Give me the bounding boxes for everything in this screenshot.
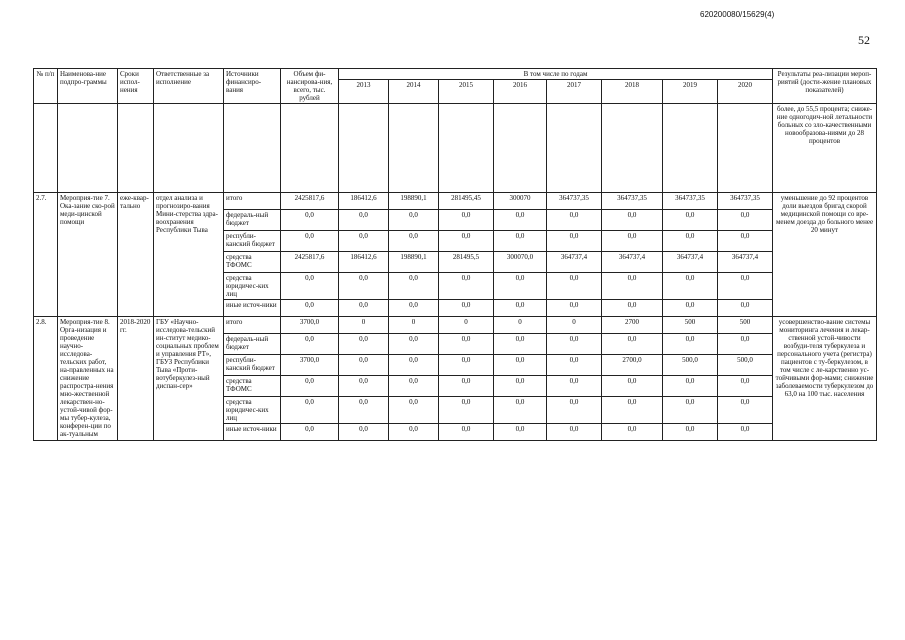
funding-year-value: 2700	[602, 317, 663, 334]
funding-year-value: 0,0	[602, 273, 663, 300]
funding-year-value: 0,0	[547, 397, 602, 424]
funding-year-value: 0,0	[547, 424, 602, 441]
col-header-name: Наименова-ние подпро-граммы	[58, 69, 118, 104]
table-header-row	[34, 69, 877, 80]
funding-total: 0,0	[281, 424, 339, 441]
col-header-year: 2015	[439, 80, 494, 104]
funding-year-value: 500	[718, 317, 773, 334]
funding-year-value: 0,0	[718, 210, 773, 231]
funding-year-value: 0,0	[389, 397, 439, 424]
col-header-volume: Объем фи-нансирова-ния, всего, тыс. рублей	[281, 69, 339, 104]
funding-year-value: 0,0	[547, 300, 602, 317]
funding-total: 0,0	[281, 273, 339, 300]
funding-year-value: 0,0	[494, 424, 547, 441]
funding-year-value: 0,0	[718, 300, 773, 317]
funding-year-value: 0,0	[494, 300, 547, 317]
col-header-year: 2018	[602, 80, 663, 104]
funding-year-value: 0,0	[663, 231, 718, 252]
funding-source: иные источ-ники	[224, 300, 281, 317]
funding-year-value: 0,0	[663, 210, 718, 231]
funding-year-value: 0	[439, 317, 494, 334]
table-row	[34, 317, 877, 334]
funding-year-value: 0,0	[547, 273, 602, 300]
col-header-no: № п/п	[34, 69, 58, 104]
col-header-year: 2016	[494, 80, 547, 104]
col-header-years-group: В том числе по годам	[339, 69, 773, 80]
funding-year-value: 0,0	[389, 355, 439, 376]
funding-source: федераль-ный бюджет	[224, 210, 281, 231]
funding-year-value: 300070	[494, 193, 547, 210]
funding-year-value: 364737,35	[718, 193, 773, 210]
funding-year-value: 500	[663, 317, 718, 334]
funding-year-value: 0,0	[339, 210, 389, 231]
col-header-year: 2017	[547, 80, 602, 104]
funding-year-value: 500,0	[718, 355, 773, 376]
measure-term: 2018-2020 гг.	[118, 317, 154, 441]
funding-total: 0,0	[281, 397, 339, 424]
funding-year-value: 0,0	[439, 273, 494, 300]
measure-2-7	[34, 193, 877, 317]
funding-total: 2425817,6	[281, 252, 339, 273]
funding-year-value: 0,0	[339, 397, 389, 424]
funding-source: средства юридичес-ких лиц	[224, 273, 281, 300]
funding-total: 0,0	[281, 334, 339, 355]
funding-year-value: 0,0	[602, 397, 663, 424]
funding-year-value: 0,0	[602, 424, 663, 441]
funding-year-value: 0	[339, 317, 389, 334]
funding-year-value: 198890,1	[389, 193, 439, 210]
funding-year-value: 0,0	[389, 376, 439, 397]
funding-year-value: 0,0	[663, 273, 718, 300]
funding-year-value: 0,0	[494, 273, 547, 300]
measure-term: еже-квар-тально	[118, 193, 154, 317]
measure-result: уменьшение до 92 процентов доли выездов бригад скорой медицинской помощи со вре-менем доезда до больного менее 20 минут	[773, 193, 877, 317]
measure-result: усовершенство-вание системы мониторинга лечения и лекар-ственной устой-чивости возбуди-теля туберкулеза и персонального учета (регистра) пациентов с ту-беркулезом, в том числе с ле-карственно ус-тойчивыми фор-мами; снижение заболеваемости туберкулезом до 63,0 на 100 тыс. населения	[773, 317, 877, 441]
funding-year-value: 0	[547, 317, 602, 334]
funding-year-value: 186412,6	[339, 252, 389, 273]
funding-year-value: 0,0	[547, 231, 602, 252]
funding-year-value: 198890,1	[389, 252, 439, 273]
funding-year-value: 0,0	[602, 210, 663, 231]
funding-year-value: 0,0	[718, 334, 773, 355]
funding-source: средства ТФОМС	[224, 252, 281, 273]
continuation-row	[34, 104, 877, 193]
funding-source: средства юридичес-ких лиц	[224, 397, 281, 424]
measure-name: Мероприя-тие 7. Ока-зание ско-рой меди-цинской помощи	[58, 193, 118, 317]
funding-year-value: 0,0	[389, 231, 439, 252]
funding-year-value: 0,0	[494, 210, 547, 231]
measure-responsible: ГБУ «Научно-исследова-тельский ин-ститут медико-социальных проблем и управления РТ», ГБУЗ Республики Тыва «Проти-вотуберкулез-ный диспан-сер»	[154, 317, 224, 441]
funding-year-value: 0,0	[494, 334, 547, 355]
funding-year-value: 0,0	[389, 300, 439, 317]
funding-year-value: 0,0	[439, 210, 494, 231]
funding-total: 3700,0	[281, 317, 339, 334]
funding-year-value: 0	[494, 317, 547, 334]
measure-number: 2.8.	[34, 317, 58, 441]
funding-source: федераль-ный бюджет	[224, 334, 281, 355]
funding-year-value: 0,0	[602, 376, 663, 397]
col-header-results: Результаты реа-лизации мероп-риятий (дости-жение плановых показателей)	[773, 69, 877, 104]
funding-year-value: 0,0	[339, 424, 389, 441]
funding-year-value: 364737,4	[602, 252, 663, 273]
funding-year-value: 364737,4	[547, 252, 602, 273]
funding-year-value: 2700,0	[602, 355, 663, 376]
measure-number: 2.7.	[34, 193, 58, 317]
funding-year-value: 0,0	[389, 273, 439, 300]
page-number: 52	[858, 33, 870, 47]
funding-year-value: 500,0	[663, 355, 718, 376]
funding-source: иные источ-ники	[224, 424, 281, 441]
funding-year-value: 0,0	[494, 355, 547, 376]
funding-year-value: 364737,35	[547, 193, 602, 210]
funding-year-value: 0,0	[439, 424, 494, 441]
funding-year-value: 0,0	[663, 424, 718, 441]
funding-year-value: 0,0	[663, 397, 718, 424]
funding-year-value: 0,0	[439, 355, 494, 376]
funding-year-value: 0,0	[547, 376, 602, 397]
funding-year-value: 364737,35	[663, 193, 718, 210]
funding-total: 2425817,6	[281, 193, 339, 210]
measure-name: Мероприя-тие 8. Орга-низация и проведение научно-исследова-тельских работ, на-правленных на снижение распростра-нения мно-жественной лекарствен-но-устой-чивой фор-мы тубер-кулеза, конферен-ции по ак-туальным	[58, 317, 118, 441]
program-table	[33, 68, 877, 441]
funding-year-value: 0,0	[439, 334, 494, 355]
measure-responsible: отдел анализа и прогнозиро-вания Мини-стерства здра-воохранения Республики Тыва	[154, 193, 224, 317]
col-header-responsible: Ответственные за исполнение	[154, 69, 224, 104]
continued-result-cell: более, до 55,5 процента; сниже-ние одногодич-ной летальности больных со зло-качественными новообразова-ниями до 28 процентов	[773, 104, 877, 193]
funding-year-value: 0,0	[389, 210, 439, 231]
funding-year-value: 0,0	[718, 273, 773, 300]
col-header-year: 2020	[718, 80, 773, 104]
funding-total: 3700,0	[281, 355, 339, 376]
funding-year-value: 0,0	[339, 334, 389, 355]
funding-year-value: 0,0	[602, 334, 663, 355]
funding-year-value: 0,0	[718, 376, 773, 397]
funding-year-value: 0,0	[663, 376, 718, 397]
funding-year-value: 0,0	[718, 424, 773, 441]
col-header-term: Сроки испол-нения	[118, 69, 154, 104]
funding-year-value: 281495,45	[439, 193, 494, 210]
funding-source: республи-канский бюджет	[224, 355, 281, 376]
funding-total: 0,0	[281, 376, 339, 397]
funding-source: средства ТФОМС	[224, 376, 281, 397]
funding-year-value: 364737,35	[602, 193, 663, 210]
col-header-sources: Источники финансиро-вания	[224, 69, 281, 104]
funding-year-value: 0,0	[339, 273, 389, 300]
funding-total: 0,0	[281, 231, 339, 252]
funding-year-value: 300070,0	[494, 252, 547, 273]
funding-year-value: 0,0	[547, 334, 602, 355]
col-header-year: 2019	[663, 80, 718, 104]
funding-year-value: 0,0	[663, 334, 718, 355]
funding-year-value: 0,0	[339, 231, 389, 252]
funding-year-value: 0,0	[389, 424, 439, 441]
funding-year-value: 0,0	[602, 231, 663, 252]
funding-year-value: 0,0	[494, 231, 547, 252]
funding-year-value: 0,0	[439, 231, 494, 252]
funding-year-value: 0,0	[602, 300, 663, 317]
funding-source: республи-канский бюджет	[224, 231, 281, 252]
funding-source: итого	[224, 317, 281, 334]
col-header-year: 2014	[389, 80, 439, 104]
funding-year-value: 0,0	[718, 231, 773, 252]
funding-year-value: 0,0	[339, 355, 389, 376]
funding-source: итого	[224, 193, 281, 210]
funding-year-value: 281495,5	[439, 252, 494, 273]
funding-year-value: 0,0	[547, 355, 602, 376]
funding-total: 0,0	[281, 300, 339, 317]
funding-total: 0,0	[281, 210, 339, 231]
funding-year-value: 364737,4	[663, 252, 718, 273]
funding-year-value: 0,0	[439, 376, 494, 397]
funding-year-value: 186412,6	[339, 193, 389, 210]
funding-year-value: 0,0	[439, 300, 494, 317]
funding-year-value: 0	[389, 317, 439, 334]
col-header-year: 2013	[339, 80, 389, 104]
document-id: 620200080/15629(4)	[700, 10, 775, 19]
funding-year-value: 0,0	[339, 376, 389, 397]
table-row	[34, 193, 877, 210]
funding-year-value: 0,0	[718, 397, 773, 424]
funding-year-value: 0,0	[547, 210, 602, 231]
funding-year-value: 0,0	[663, 300, 718, 317]
funding-year-value: 0,0	[439, 397, 494, 424]
funding-year-value: 0,0	[494, 397, 547, 424]
funding-year-value: 0,0	[494, 376, 547, 397]
funding-year-value: 364737,4	[718, 252, 773, 273]
funding-year-value: 0,0	[339, 300, 389, 317]
measure-2-8	[34, 317, 877, 441]
funding-year-value: 0,0	[389, 334, 439, 355]
